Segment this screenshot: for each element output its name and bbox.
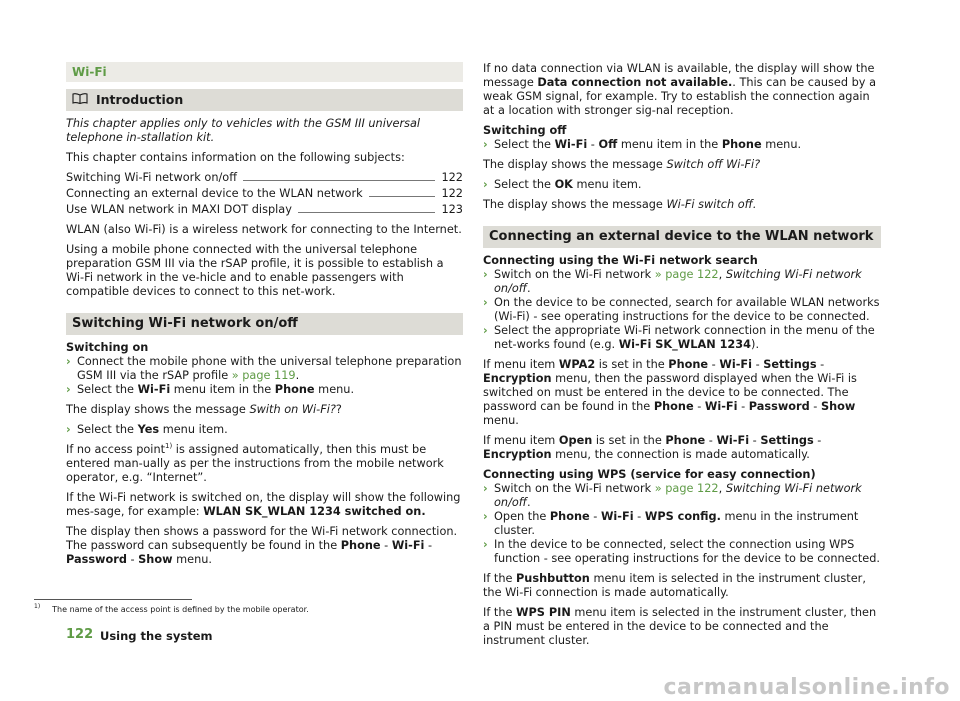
- switching-off-label: Switching off: [483, 124, 567, 137]
- step-arrow-icon: ›: [483, 268, 488, 281]
- step-select-ok: › Select the OK menu item.: [483, 178, 642, 191]
- page-link[interactable]: » page 122: [654, 268, 719, 281]
- intro-paragraph-4: Using a mobile phone connected with the universal telephone preparation GSM III via the rSAP profile, it is possible to establish a Wi-Fi network in the ve-hicle and to enable passengers with compatible devices to connect to this net-work.: [66, 243, 444, 298]
- step-arrow-icon: ›: [483, 178, 488, 191]
- toc-entry[interactable]: [66, 203, 463, 217]
- toc-title: Use WLAN network in MAXI DOT display: [66, 203, 292, 216]
- step-wps-select: › In the device to be connected, select the connection using WPS function - see operating instructions for the device to be connected.: [483, 538, 880, 565]
- toc-title: Connecting an external device to the WLAN network: [66, 187, 363, 200]
- intro-paragraph-2: This chapter contains information on the following subjects:: [66, 151, 405, 164]
- step-connect-phone: › Connect the mobile phone with the universal telephone preparation GSM III via the rSAP profile » page 119.: [66, 355, 462, 382]
- watermark-logo: carmanualsonline.info: [663, 675, 950, 700]
- toc-entry[interactable]: [66, 171, 463, 185]
- step-arrow-icon: ›: [483, 538, 488, 551]
- pushbutton-paragraph: If the Pushbutton menu item is selected in the instrument cluster, the Wi-Fi connection is made automatically.: [483, 572, 866, 599]
- step-switch-on-network: › Switch on the Wi-Fi network » page 122, Switching Wi-Fi network on/off.: [483, 268, 862, 295]
- step-select-yes: › Select the Yes menu item.: [66, 423, 228, 436]
- toc-entry[interactable]: [66, 187, 463, 201]
- display-message-off: The display shows the message Switch off Wi-Fi?: [483, 158, 761, 171]
- wps-pin-paragraph: If the WPS PIN menu item is selected in the instrument cluster, then a PIN must be entered in the device to be connected and the instrument cluster.: [483, 606, 877, 647]
- step-arrow-icon: ›: [483, 296, 488, 309]
- step-arrow-icon: ›: [483, 482, 488, 495]
- step-search-networks: › On the device to be connected, search for available WLAN networks (Wi-Fi) - see operating instructions for the device to be connected.: [483, 296, 880, 323]
- step-wps-open-menu: › Open the Phone - Wi-Fi - WPS config. menu in the instrument cluster.: [483, 510, 859, 537]
- step-select-off: › Select the Wi-Fi - Off menu item in the Phone menu.: [483, 138, 802, 151]
- step-arrow-icon: ›: [483, 510, 488, 523]
- no-data-paragraph: If no data connection via WLAN is available, the display will show the message Data connection not available.. This can be caused by a weak GSM signal, for example. Try to establish the connection again at a location with stronger sig-nal reception.: [483, 62, 876, 117]
- open-paragraph: If menu item Open is set in the Phone - Wi-Fi - Settings - Encryption menu, the connection is made automatically.: [483, 434, 822, 461]
- intro-paragraph-3: WLAN (also Wi-Fi) is a wireless network for connecting to the Internet.: [66, 223, 462, 236]
- toc-page: 123: [441, 203, 463, 216]
- chapter-title: Wi-Fi: [66, 62, 463, 82]
- page-link[interactable]: » page 122: [654, 482, 719, 495]
- display-message-on: The display shows the message Swith on Wi-Fi??: [66, 403, 342, 416]
- section-heading-introduction: [66, 89, 463, 111]
- toc-list: [66, 171, 463, 217]
- switching-on-label: Switching on: [66, 341, 149, 354]
- wpa2-paragraph: If menu item WPA2 is set in the Phone - Wi-Fi - Settings - Encryption menu, then the password displayed when the Wi-Fi is switched on must be entered in the device to be connected. The password can be found in the Phone - Wi-Fi - Password - Show menu.: [483, 358, 857, 427]
- toc-page: 122: [441, 171, 463, 184]
- wps-method-label: Connecting using WPS (service for easy connection): [483, 468, 816, 481]
- step-arrow-icon: ›: [483, 324, 488, 337]
- step-arrow-icon: ›: [66, 383, 71, 396]
- access-point-paragraph: If no access point$^{1)}$ is assigned automatically, then this must be entered man-ually as per the instructions from the mobile network operator, e.g. “Internet”.: [66, 442, 444, 484]
- search-method-label: Connecting using the Wi-Fi network search: [483, 254, 758, 267]
- footnote: [34, 605, 309, 615]
- section-footer-label: Using the system: [100, 629, 213, 643]
- password-paragraph: The display then shows a password for the Wi-Fi network connection. The password can subsequently be found in the Phone - Wi-Fi - Password - Show menu.: [66, 525, 458, 566]
- footnote-divider: [34, 599, 192, 600]
- footnote-ref[interactable]: 1): [165, 442, 173, 451]
- step-select-wifi: › Select the Wi-Fi menu item in the Phone menu.: [66, 383, 355, 396]
- step-arrow-icon: ›: [66, 355, 71, 368]
- section-heading-label: Introduction: [96, 92, 184, 107]
- toc-title: Switching Wi-Fi network on/off: [66, 171, 237, 184]
- book-icon: [72, 89, 88, 111]
- step-arrow-icon: ›: [66, 423, 71, 436]
- toc-page: 122: [441, 187, 463, 200]
- left-column: [66, 89, 463, 573]
- step-arrow-icon: ›: [483, 138, 488, 151]
- section-heading-connecting: Connecting an external device to the WLAN network: [483, 226, 881, 248]
- footnote-text: The name of the access point is defined by the mobile operator.: [52, 605, 309, 614]
- footnote-mark: 1): [34, 603, 41, 611]
- section-heading-switching: Switching Wi-Fi network on/off: [66, 313, 463, 335]
- display-message-switched-off: The display shows the message Wi-Fi switch off.: [483, 198, 757, 211]
- page-number: 122: [66, 627, 94, 642]
- page-link[interactable]: » page 119: [231, 369, 296, 382]
- step-select-network: › Select the appropriate Wi-Fi network connection in the menu of the net-works found (e.g. Wi-Fi SK_WLAN 1234).: [483, 324, 875, 351]
- intro-paragraph-1: This chapter applies only to vehicles with the GSM III universal telephone in-stallation kit.: [66, 117, 421, 144]
- switched-on-paragraph: If the Wi-Fi network is switched on, the display will show the following mes-sage, for example: WLAN SK_WLAN 1234 switched on.: [66, 491, 461, 518]
- right-column: [483, 62, 881, 654]
- step-wps-switch-on: › Switch on the Wi-Fi network » page 122, Switching Wi-Fi network on/off.: [483, 482, 862, 509]
